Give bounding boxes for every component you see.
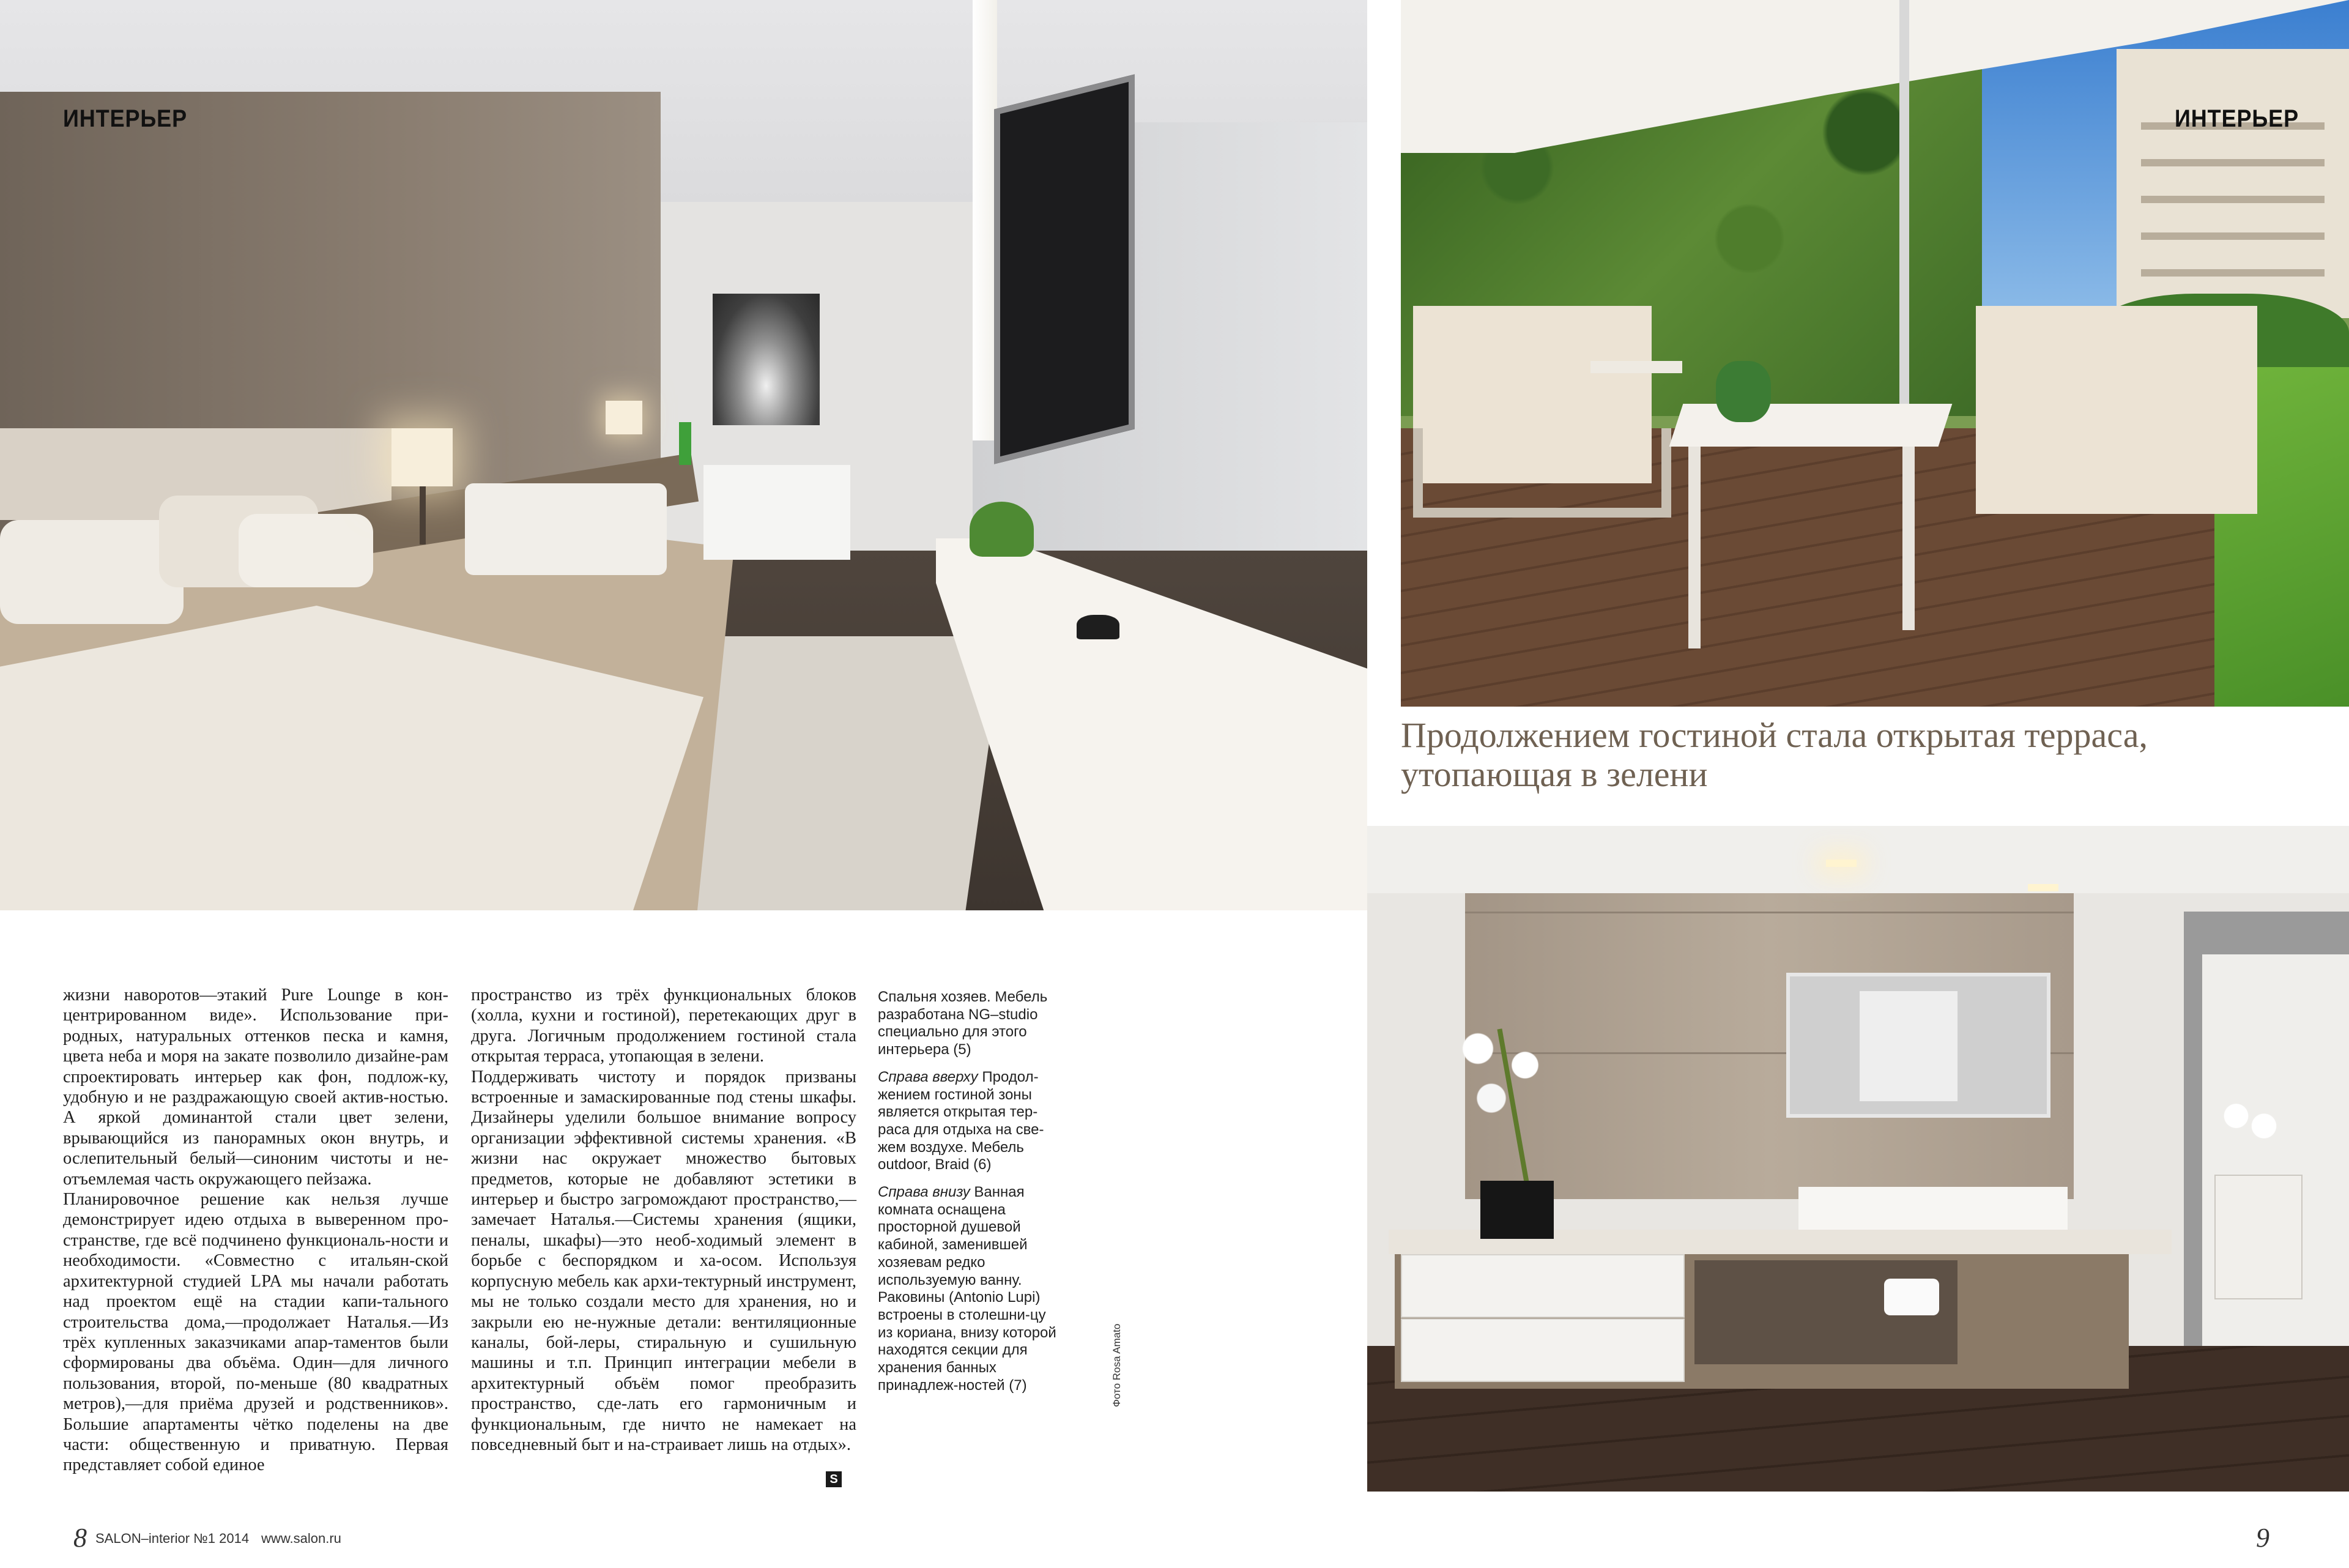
coffee-table: [1669, 404, 1953, 447]
caption-lead: Справа внизу: [878, 1184, 970, 1201]
paragraph: жизни наворотов—этакий Pure Lounge в кон-центрированном виде». Использование при-родных, натуральных оттенков песка и камня, цвета неба и моря на закате позволило дизайне-рам спроектировать интерьер как фон, подлож-ку, удобную и не раздражающую своей актив-ностью. А яркой доминантой стали цвет зелени, врывающийся из панорамных окон внутрь, и ослепительный белый—синоним чистоты и не-отъемлемая часть окружающего пейзажа.: [63, 986, 448, 1189]
pull-quote-headline: Продолжением гостиной стала открытая терраса, утопающая в зелени: [1401, 715, 2148, 794]
armchair-frame: [1413, 428, 1671, 518]
green-vase: [1716, 361, 1771, 422]
armchair: [465, 483, 667, 575]
table-leg: [1688, 447, 1701, 648]
bedroom-artwork: [713, 294, 820, 425]
body-column-2: [471, 985, 856, 1455]
terrace-building: [2117, 49, 2349, 318]
caption-terrace: [878, 1069, 1061, 1174]
section-label-right: ИНТЕРЬЕР: [2175, 105, 2299, 132]
bedroom-tv: [994, 74, 1135, 464]
vanity-drawer: [1401, 1318, 1685, 1382]
ceiling-spotlight: [1826, 860, 1857, 867]
table-leg: [1902, 447, 1915, 630]
pillow: [239, 514, 373, 587]
orchid-pot: [1480, 1181, 1554, 1239]
caption-bedroom: Спальня хозяев. Мебель разработана NG–studio специально для этого интерьера (5): [878, 989, 1048, 1058]
cabinet: [2214, 1175, 2303, 1299]
section-label-left: ИНТЕРЬЕР: [63, 105, 187, 132]
caption-text: Ванная комната оснащена просторной душевой кабиной, заменившей хозяевам редко используемую ванну. Раковины (Antonio Lupi) встроены в столешни-цу из кориана, внизу которой находятся секции для хранения банных принадлеж-ностей (7): [878, 1184, 1056, 1394]
magazine-url: www.salon.ru: [261, 1531, 341, 1546]
magazine-issue: SALON–interior №1 2014: [95, 1531, 250, 1546]
pillow: [0, 520, 184, 624]
body-column-1: [63, 985, 448, 1476]
page-number: 9: [2256, 1523, 2269, 1553]
caption-bathroom: [878, 1184, 1061, 1394]
caption-lead: Справа вверху: [878, 1068, 978, 1085]
end-of-article-mark: S: [826, 1471, 842, 1487]
towels: [1884, 1279, 1939, 1315]
paragraph: Планировочное решение как нельзя лучше демонстрирует идею отдыха в выверенном про-странстве, где всё подчинено функциональ-ности и необходимости. «Совместно с итальян-ской архитектурной студией LPA мы начали работать над проектом ещё на стадии капи-тального строительства дома,—продолжает Наталья.—Из трёх купленных заказчиками апар-таментов были сформированы два объёма. Один—для личного пользования, второй, по-меньше (80 квадратных метров),—для приёма друзей и родственников». Большие апартаменты чётко поделены на две части: общественную и приватную. Первая представляет собой единое: [63, 1190, 448, 1475]
page-number: 8: [73, 1523, 87, 1553]
footer-left: [73, 1522, 341, 1553]
mirror-reflection: [1860, 991, 1958, 1101]
washbasin: [1798, 1187, 2068, 1230]
desk-lamp: [606, 401, 642, 434]
outdoor-sofa: [1976, 306, 2257, 514]
bathroom-ceiling: [1367, 826, 2349, 893]
photo-captions: [878, 989, 1061, 1404]
bedside-lamp: [392, 428, 453, 486]
green-vase: [679, 422, 691, 465]
orchid: [2208, 1089, 2288, 1156]
paragraph: пространство из трёх функциональных блоков (холла, кухни и гостиной), перетекающих друг в друга. Логичным продолжением гостиной стала открытая терраса, утопающая в зелени.: [471, 986, 856, 1066]
plant-pot: [970, 502, 1034, 557]
bedside-lamp-stand: [420, 486, 426, 544]
side-table: [1590, 361, 1682, 373]
vanity-drawer: [1401, 1254, 1685, 1318]
paragraph: Поддерживать чистоту и порядок призваны встроенные и замаскированные под стены шкафы. Дизайнеры уделили большое внимание вопросу организации эффективной системы хранения. «В жизни нас окружает множество бытовых предметов, которые не добавляют эстетики в интерьер и быстро загромождают пространство,—замечает Наталья.—Системы хранения (ящики, пеналы, шкафы)—это необ-ходимый элемент в борьбе с беспорядком и ха-осом. Используя корпусную мебель как архи-тектурный инструмент, мы не только создали место для хранения, но и закрыли ею не-нужные детали: вентиляционные каналы, бой-леры, стиральную и сушильную машины и т.п. Принцип интеграции мебели в архитектурный объём помог преобразить пространство, сде-лать его гармоничным и функциональным, где ничто не намекает на повседневный быт и на-страивает лишь на отдых».: [471, 1067, 856, 1454]
umbrella-pole: [1899, 0, 1909, 440]
bedroom-light-strip: [973, 0, 997, 440]
caption-text: Продол-жением гостиной зоны является открытая тер-раса для отдыха на све-жем воздухе. Мебель outdoor, Braid (6): [878, 1068, 1044, 1173]
dresser: [703, 465, 850, 560]
speaker: [1077, 615, 1119, 639]
photo-credit: Фото Rosa Amato: [1111, 1323, 1123, 1407]
orchid: [1438, 1016, 1572, 1126]
bedroom-rug: [685, 636, 1004, 910]
